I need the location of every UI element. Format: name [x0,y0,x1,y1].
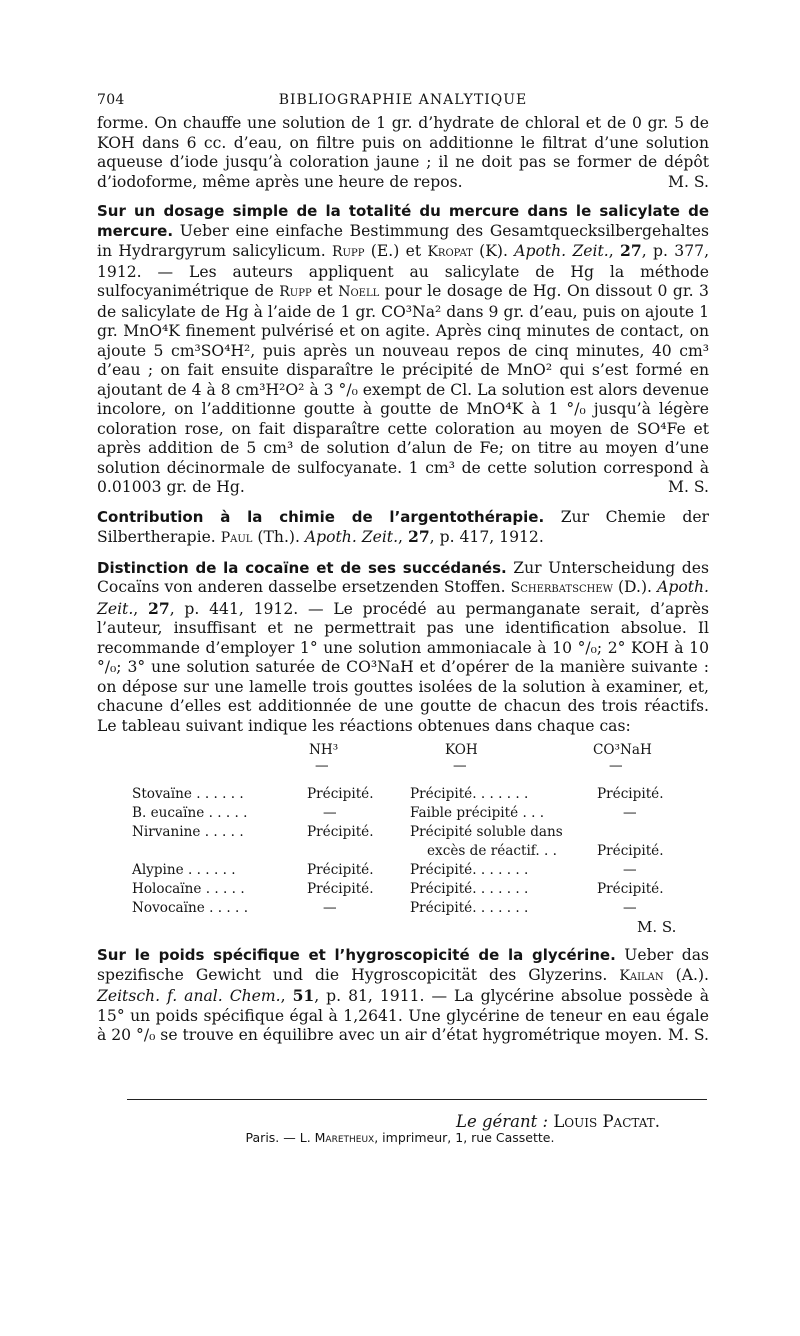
journal: Apoth. Zeit. [514,242,609,260]
author: Noell [338,284,380,300]
author: Kropat [427,244,473,260]
table-cell: Précipité. . . . . . . [410,881,529,897]
author: Rupp [332,244,365,260]
separator: , [608,242,621,260]
journal: Apoth. Zeit. [304,528,399,546]
citation-text: , p. 377, 1912. — Les auteurs appliquent au salicylate de Hg la méthode sulfocyanimétrique de [97,242,710,300]
table-cell: Nirvanine . . . . . [132,824,244,840]
author-initial: (K). [472,242,515,260]
printer-imprint [0,1130,800,1145]
section-title: Sur un dosage simple de la totalité du mercure dans le salicylate de mercure. [97,202,709,240]
table-cell: B. eucaïne . . . . . [132,805,248,821]
author-initial: (E.) et [364,242,428,260]
table-cell: Précipité. [307,862,374,878]
gerant-line [300,1112,660,1131]
table-cell: — [623,900,637,916]
signature: M. S. [637,918,677,936]
signature: M. S. [668,172,709,191]
author: Rupp [279,284,312,300]
page [97,92,709,1046]
table-cell: Alypine . . . . . . [132,862,236,878]
volume: 51 [292,986,315,1005]
table-cell: — [623,862,637,878]
german-title: Zur Unterscheidung des Cocaïns von anderen dasselbe ersetzenden Stoffen. [97,558,709,596]
author-initial: (D.). [612,578,658,596]
table-cell: Précipité soluble dans [410,824,563,840]
table-cell: Holocaïne . . . . . [132,881,245,897]
volume: 27 [407,527,430,546]
abstract-body: pour le dosage de Hg. On dissout 0 gr. 3 de salicylate de Hg à l’aide de 1 gr. CO³Na² dans 9 gr. d’eau, puis on ajoute 1 gr. MnO⁴K finement pulvérisé et on agite. Après cinq minutes de contact, on ajoute 5 cm³SO⁴H², puis après un nouveau repos de cinq minutes, 40 cm³ d’eau ; on fait ensuite disparaître le précipité de MnO² qui s’est formé en ajoutant de 4 à 8 cm³H²O² à 3 °/₀ exempt de Cl. La solution est alors devenue incolore, on l’additionne goutte à goutte de MnO⁴K à 1 °/₀ jusqu’à légère coloration rose, on fait disparaître cette coloration au moyen de SO⁴Fe et après addition de 5 cm³ de solution d’alun de Fe; on titre au moyen d’une solution décinormale de sulfocyanate. 1 cm³ de cette solution correspond à 0.01003 gr. de Hg. [97,282,709,496]
author-initial: (A.). [663,965,709,984]
column-header: CO³NaH [593,742,652,758]
german-title: Ueber eine einfache Bestimmung des Gesamtquecksilbergehaltes in Hydrargyrum salicylicum. [97,221,709,260]
volume: 27 [620,241,642,260]
running-header [97,92,709,114]
gerant-name: Louis Pactat. [553,1112,660,1131]
printer-name: Maretheux [314,1130,375,1145]
section-title: Sur le poids spécifique et l’hygroscopicité de la glycérine. [97,946,616,964]
german-title: Zur Chemie der Silbertherapie. [97,507,709,546]
imprint-text: , imprimeur, 1, rue Cassette. [374,1130,555,1145]
table-cell: Précipité. [307,786,374,802]
section-glycerine [97,946,709,1046]
separator: , [133,599,148,618]
table-cell: Novocaïne . . . . . [132,900,249,916]
table-cell: — [323,900,337,916]
citation-text: , p. 417, 1912. [429,528,544,546]
column-header: KOH [445,742,478,758]
conjunction: et [311,282,339,300]
abstract-body: , p. 81, 1911. — La glycérine absolue possède à 15° un poids spécifique égal à 1,2641. Une glycérine de teneur en eau égale à 20 °/₀ se trouve en équilibre avec un air d’état hygrométrique moyen. [97,987,709,1044]
author: Kailan [619,967,664,984]
table-cell: Précipité. [597,843,664,859]
header-dash: — [453,758,467,774]
header-dash: — [609,758,623,774]
continuation-text: forme. On chauffe une solution de 1 gr. d’hydrate de chloral et de 0 gr. 5 de KOH dans 6 cc. d’eau, on filtre puis on additionne le filtrat d’une solution aqueuse d’iode jusqu’à coloration jaune ; il ne doit pas se former de dépôt d’iodoforme, même après une heure de repos. [97,114,709,191]
separator: , [398,528,408,546]
header-dash: — [315,758,329,774]
section-cocaine [97,559,709,737]
section-mercure [97,202,709,498]
table-cell: Stovaïne . . . . . . [132,786,244,802]
author-initial: (Th.). [252,528,305,546]
volume: 27 [148,598,170,618]
author: Paul [220,530,253,546]
german-title: Ueber das spezifische Gewicht und die Hygroscopicität des Glyzerins. [97,946,709,984]
section-title: Distinction de la cocaïne et de ses succédanés. [97,558,507,577]
section-continuation [97,114,709,192]
footer-rule [127,1099,707,1100]
section-title: Contribution à la chimie de l’argentothérapie. [97,507,545,526]
table-cell: Précipité. [597,881,664,897]
table-cell: Précipité. [307,824,374,840]
table-cell: excès de réactif. . . [427,843,557,859]
separator: , [280,987,293,1005]
table-cell: Précipité. . . . . . . [410,862,529,878]
page-number: 704 [97,92,125,108]
gerant-label: Le gérant : [455,1112,549,1131]
imprint-text: Paris. — L. [245,1130,315,1145]
table-cell: — [323,805,337,821]
running-title: BIBLIOGRAPHIE ANALYTIQUE [278,92,528,108]
column-header: NH³ [309,742,339,758]
signature: M. S. [668,1026,709,1044]
table-cell: — [623,805,637,821]
table-cell: Précipité. . . . . . . [410,786,529,802]
journal: Apoth. Zeit. [97,578,709,618]
table-cell: Précipité. . . . . . . [410,900,529,916]
signature: M. S. [668,478,709,496]
journal: Zeitsch. f. anal. Chem. [97,987,281,1005]
table-cell: Précipité. [307,881,374,897]
abstract-body: , p. 441, 1912. — Le procédé au permanganate serait, d’après l’auteur, insuffisant et ne permettrait pas une identification absolue. Il recommande d’employer 1° une solution ammoniacale à 10 °/₀; 2° KOH à 10 °/₀; 3° une solution saturée de CO³NaH et d’opérer de la manière suivante : on dépose sur une lamelle trois gouttes isolées de la solution à examiner, et, chacune d’elles est additionnée de une goutte de chacun des trois réactifs. Le tableau suivant indique les réactions obtenues dans chaque cas: [97,599,709,735]
section-argentotherapie [97,508,709,549]
table-cell: Faible précipité . . . [410,805,545,821]
reaction-table [97,742,709,936]
author: Scherbatschew [510,580,613,596]
table-cell: Précipité. [597,786,664,802]
